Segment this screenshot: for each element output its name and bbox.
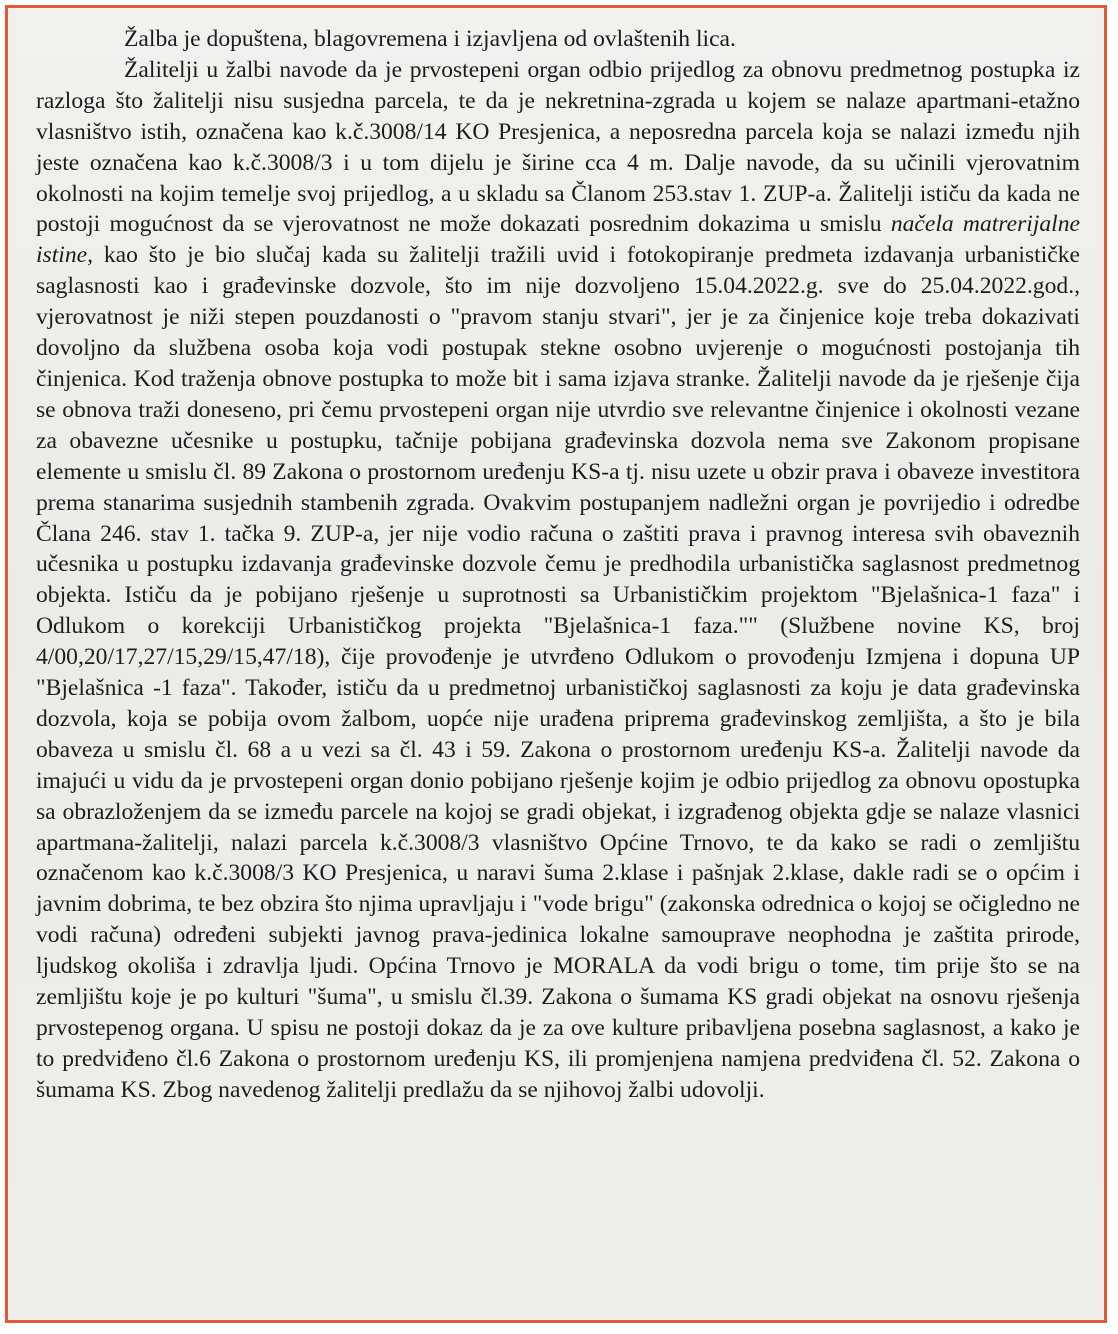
document-page <box>36 24 1080 1314</box>
paragraph-text-part-1: Žalitelji u žalbi navode da je prvostepeni organ odbio prijedlog za obnovu predmetnog postupka iz razloga što žalitelji nisu susjedna parcela, te da je nekretnina-zgrada u kojem se nalaze apartmani-etažno vlasništvo istih, označena kao k.č.3008/14 KO Presjenica, a neposredna parcela koja se nalazi između njih jeste označena kao k.č.3008/3 i u tom dijelu je širine cca 4 m. Dalje navode, da su učinili vjerovatnim okolnosti na kojim temelje svoj prijedlog, a u skladu sa Članom 253.stav 1. ZUP-a. Žalitelji ističu da kada ne postoji mogućnost da se vjerovatnost ne može dokazati posrednim dokazima u smislu <box>36 56 1080 238</box>
paragraph-admissibility: Žalba je dopuštena, blagovremena i izjavljena od ovlaštenih lica. <box>124 26 736 52</box>
paragraph-appeal-arguments <box>36 55 1080 1106</box>
document-frame <box>5 5 1107 1323</box>
paragraph-text-part-2: kao što je bio slučaj kada su žalitelji tražili uvid i fotokopiranje predmeta izdavanja urbanističke saglasnosti kao i građevinske dozvole, što im nije dozvoljeno 15.04.2022.g. sve do 25.04.2022.god., vjerovatnost je niži stepen pouzdanosti o "pravom stanju stvari", jer je za činjenice koje treba dokazivati dovoljno da službena osoba koja vodi postupak stekne osobno uvjerenje o mogućnosti postojanja tih činjenica. Kod traženja obnove postupka to može bit i sama izjava stranke. Žalitelji navode da je rješenje čija se obnova traži doneseno, pri čemu prvostepeni organ nije utvrdio sve relevantne činjenice i okolnosti vezane za obavezne učesnike u postupku, tačnije pobijana građevinska dozvola nema sve Zakonom propisane elemente u smislu čl. 89 Zakona o prostornom uređenju KS-a tj. nisu uzete u obzir prava i obaveze investitora prema stanarima susjednih stambenih zgrada. Ovakvim postupanjem nadležni organ je povrijedio i odredbe Člana 246. stav 1. tačka 9. ZUP-a, jer nije vodio računa o zaštiti prava i pravnog interesa svih obaveznih učesnika u postupku izdavanja građevinske dozvole čemu je predhodila urbanistička saglasnost predmetnog objekta. Ističu da je pobijano rješenje u suprotnosti sa Urbanističkim projektom "Bjelašnica-1 faza" i Odlukom o korekciji Urbanističkog projekta "Bjelašnica-1 faza."" (Službene novine KS, broj 4/00,20/17,27/15,29/15,47/18), čije provođenje je utvrđeno Odlukom o provođenju Izmjena i dopuna UP "Bjelašnica -1 faza". Također, ističu da u predmetnoj urbanističkoj saglasnosti za koju je data građevinska dozvola, koja se pobija ovom žalbom, uopće nije urađena priprema građevinskog zemljišta, a što je bila obaveza u smislu čl. 68 a u vezi sa čl. 43 i 59. Zakona o prostornom uređenju KS-a. Žalitelji navode da imajući u vidu da je prvostepeni organ donio pobijano rješenje kojim je odbio prijedlog za obnovu opostupka sa obrazloženjem da se između parcele na kojoj se gradi objekat, i izgrađenog objekta gdje se nalaze vlasnici apartmana-žalitelji, nalazi parcela k.č.3008/3 vlasništvo Općine Trnovo, te da kako se radi o zemljištu označenom kao k.č.3008/3 KO Presjenica, u naravi šuma 2.klase i pašnjak 2.klase, dakle radi se o općim i javnim dobrima, te bez obzira što njima upravljaju i "vode brigu" (zakonska odrednica o kojoj se očigledno ne vodi računa) određeni subjekti javnog prava-jedinica lokalne samouprave neophodna je zaštita prirode, ljudskog okoliša i zdravlja ljudi. Općina Trnovo je MORALA da vodi brigu o tome, tim prije što se na zemljištu koje je po kulturi "šuma", u smislu čl.39. Zakona o šumama KS gradi objekat na osnovu rješenja prvostepenog organa. U spisu ne postoji dokaz da je za ove kulture pribavljena posebna saglasnost, a kako je to predviđeno čl.6 Zakona o prostornom uređenju KS, ili promjenjena namjena predviđena čl. 52. Zakona o šumama KS. Zbog navedenog žalitelji predlažu da se njihovoj žalbi udovolji. <box>36 242 1080 1103</box>
italic-phrase: načela matrerijalne istine, <box>36 211 1081 269</box>
